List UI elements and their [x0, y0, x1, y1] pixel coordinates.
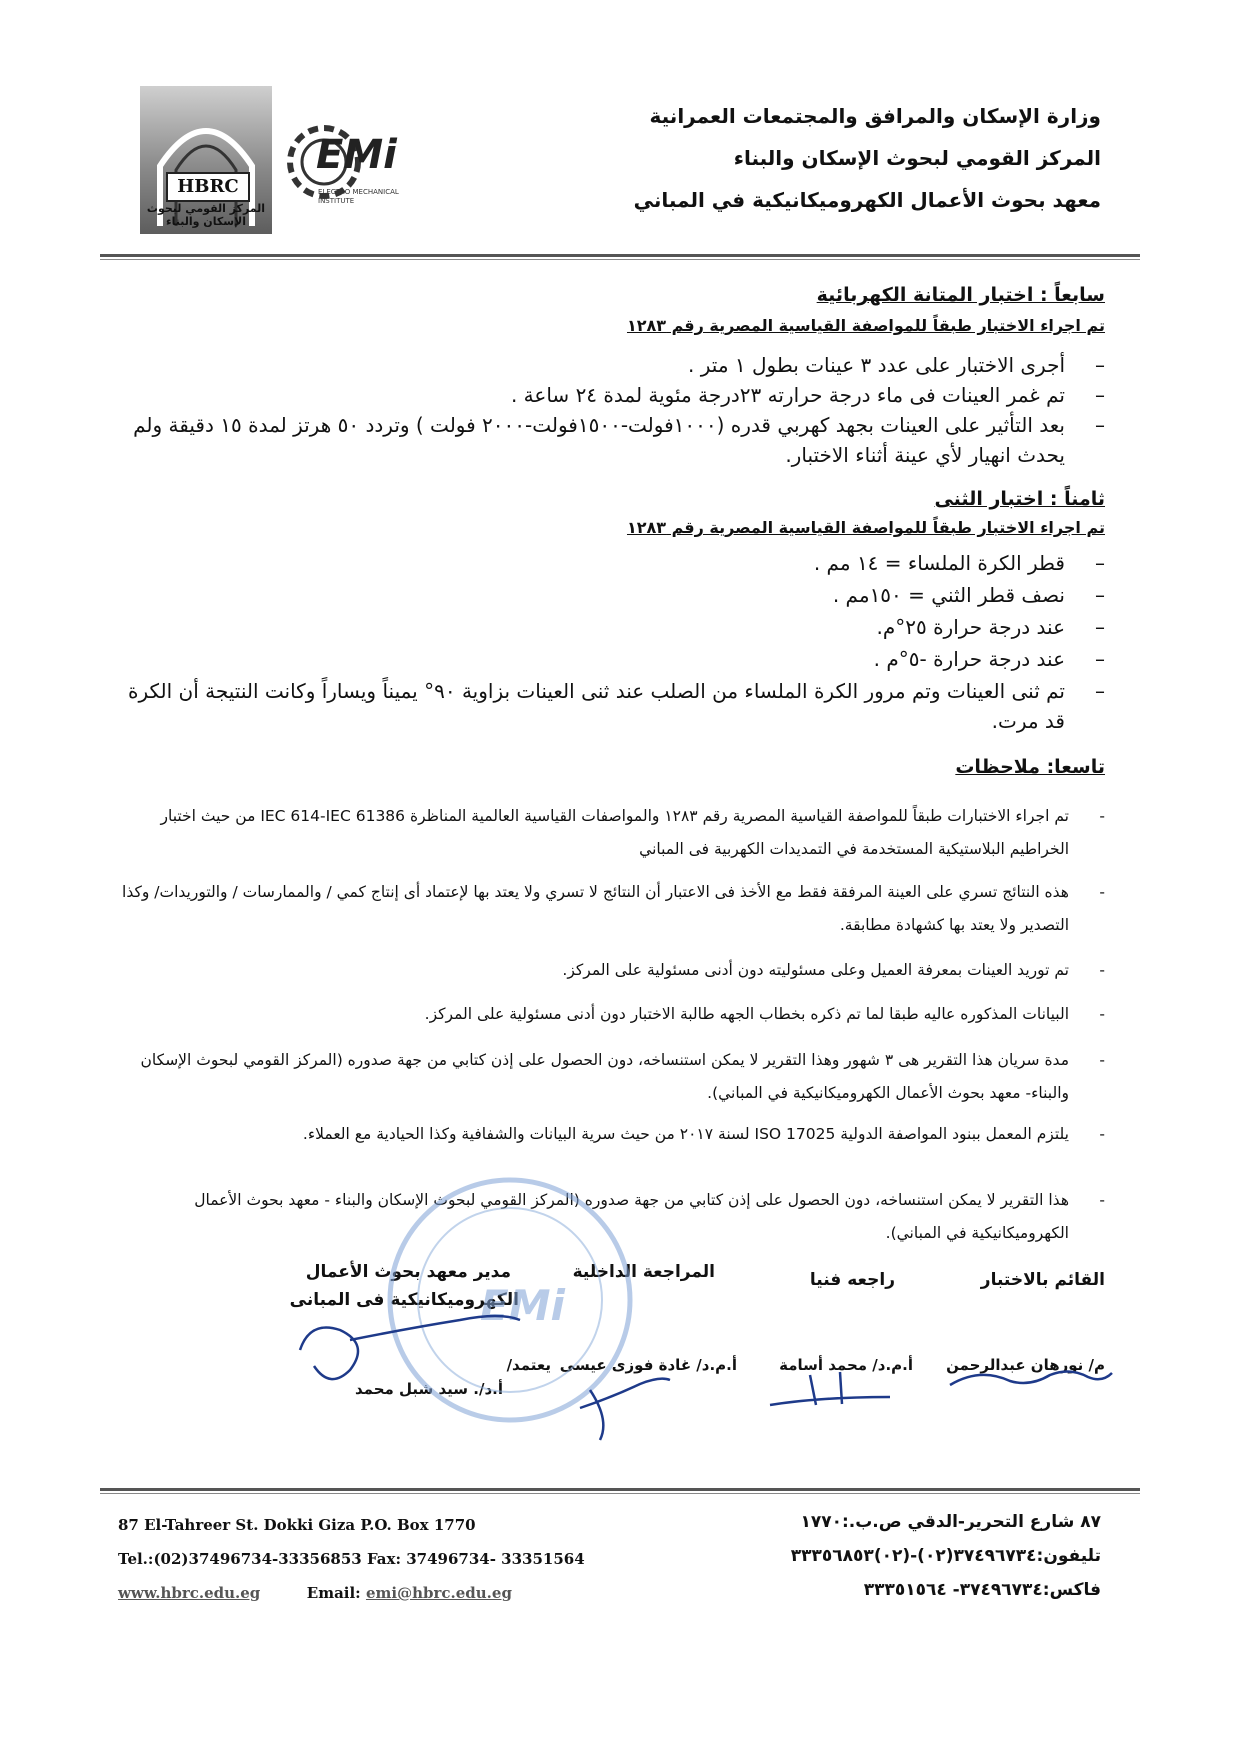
note-item: - تم اجراء الاختبارات طبقاً للمواصفة القياسية المصرية رقم ١٢٨٣ والمواصفات القياسية العالمية المناظرة IEC 614-IEC 61386 من حيث اختبار الخراطيم البلاستيكية المستخدمة في التمديدات الكهربية فى المباني — [160, 807, 1105, 858]
hbrc-logo-text: HBRC — [166, 172, 250, 202]
institute-stamp — [390, 1180, 630, 1420]
footer-contacts-en — [118, 1584, 512, 1602]
section8-item: – نصف قطر الثني = ١٥٠مم . — [832, 583, 1105, 607]
section7-item: – تم غمر العينات فى ماء درجة حرارته ٢٣درجة مئوية لمدة ٢٤ ساعة . — [510, 383, 1105, 407]
section8-item: – تم ثنى العينات وتم مرور الكرة الملساء من الصلب عند ثنى العينات بزاوية ٩٠° يميناً ويساراً وكانت النتيجة أن الكرة قد مرت. — [127, 679, 1105, 733]
approve-label: يعتمد/ — [506, 1356, 551, 1374]
footer-tel-fax-en: Tel.:(02)37496734-33356853 Fax: 37496734- 33351564 — [118, 1550, 585, 1568]
website-link[interactable]: www.hbrc.edu.eg — [118, 1584, 261, 1602]
emi-logo — [282, 110, 402, 220]
director-title-line2: الكهروميكانيكية فى المبانى — [289, 1290, 519, 1310]
tester-name: م/ نورهان عبدالرحمن — [946, 1356, 1105, 1374]
signatures-stamp-overlay — [290, 1160, 1240, 1450]
section8-title: ثامناً : اختبار الثنى — [934, 488, 1105, 510]
internal-audit-title: المراجعة الداخلية — [572, 1262, 715, 1282]
center-name: المركز القومي لبحوث الإسكان والبناء — [733, 146, 1101, 170]
section9-title: تاسعا: ملاحظات — [955, 756, 1105, 778]
footer-address-ar: ٨٧ شارع التحرير-الدقي ص.ب.:١٧٧٠ — [800, 1512, 1101, 1532]
footer-tel-ar: تليفون:٣٧٤٩٦٧٣٤(٠٢)-(٠٢)٣٣٣٥٦٨٥٣ — [790, 1546, 1101, 1566]
section7-title: سابعاً : اختبار المتانة الكهربائية — [816, 284, 1105, 306]
hbrc-logo — [140, 86, 272, 234]
email-link[interactable]: emi@hbrc.edu.eg — [365, 1584, 512, 1602]
audit-name: أ.م.د/ غادة فوزى عيسى — [559, 1356, 737, 1374]
section8-standard: تم اجراء الاختبار طبقاً للمواصفة القياسية المصرية رقم ١٢٨٣ — [626, 518, 1105, 537]
note-item: - هذا التقرير لا يمكن استنساخه، دون الحصول على إذن كتابي من جهة صدوره (المركز القومي لبحوث الإسكان والبناء - معهد بحوث الأعمال الكهروميكانيكية في المباني). — [194, 1191, 1105, 1242]
section7-standard: تم اجراء الاختبار طبقاً للمواصفة القياسية المصرية رقم ١٢٨٣ — [626, 316, 1105, 335]
emi-logo-text: EMi — [316, 132, 397, 178]
section7-item: – بعد التأثير على العينات بجهد كهربي قدره (١٠٠٠فولت-١٥٠٠فولت-٢٠٠٠ فولت ) وتردد ٥٠ هرتز لمدة ١٥ دقيقة ولم يحدث انهيار لأي عينة أثناء الاختبار. — [133, 413, 1105, 467]
hbrc-logo-caption: المركز القومي لبحوث الإسكان والبناء — [146, 202, 266, 228]
ministry-name: وزارة الإسكان والمرافق والمجتمعات العمرانية — [649, 104, 1101, 128]
header-divider — [100, 254, 1140, 257]
note-item: - يلتزم المعمل ببنود المواصفة الدولية ISO 17025 لسنة ٢٠١٧ من حيث سرية البيانات والشفافية وكذا الحيادية مع العملاء. — [302, 1125, 1105, 1143]
director-name: أ.د/. سيد شبل محمد — [354, 1380, 503, 1398]
section8-item: – عند درجة حرارة -٥°م . — [873, 647, 1105, 671]
section8-item: – عند درجة حرارة ٢٥°م. — [876, 615, 1105, 639]
tester-title: القائم بالاختبار — [980, 1270, 1105, 1290]
note-item: - مدة سريان هذا التقرير هى ٣ شهور وهذا التقرير لا يمكن استنساخه، دون الحصول على إذن كتابي من جهة صدوره (المركز القومي لبحوث الإسكان والبناء- معهد بحوث الأعمال الكهروميكانيكية في المباني). — [140, 1051, 1105, 1102]
note-item: - تم توريد العينات بمعرفة العميل وعلى مسئوليته دون أدنى مسئولية على المركز. — [562, 961, 1105, 979]
note-item: - البيانات المذكوره عاليه طبقا لما تم ذكره بخطاب الجهه طالبة الاختبار دون أدنى مسئولية على المركز. — [424, 1005, 1105, 1023]
footer-address-en: 87 El-Tahreer St. Dokki Giza P.O. Box 1770 — [118, 1516, 476, 1534]
reviewer-title: راجعه فنيا — [809, 1270, 895, 1290]
emi-logo-caption: ELECTRO MECHANICAL INSTITUTE — [318, 188, 399, 205]
svg-text:EMi: EMi — [480, 1281, 565, 1330]
section8-item: – قطر الكرة الملساء = ١٤ مم . — [813, 551, 1105, 575]
footer-divider — [100, 1488, 1140, 1491]
footer-fax-ar: فاكس:٣٧٤٩٦٧٣٤- ٣٣٣٥١٥٦٤ — [863, 1580, 1101, 1600]
note-item: - هذه النتائج تسري على العينة المرفقة فقط مع الأخذ فى الاعتبار أن النتائج لا تسري ولا يعتد بها لإعتماد أى إنتاج كمي / والممارسات / والتوريدات/ وكذا التصدير ولا يعتد بها كشهادة مطابقة. — [122, 883, 1105, 934]
email-label: Email: — [306, 1584, 361, 1602]
header-divider-thin — [100, 259, 1140, 260]
footer-divider-thin — [100, 1493, 1140, 1494]
director-title-line1: مدير معهد بحوث الأعمال — [305, 1262, 511, 1282]
section7-item: – أجرى الاختبار على عدد ٣ عينات بطول ١ متر . — [688, 353, 1105, 377]
reviewer-name: أ.م.د/ محمد أسامة — [779, 1356, 913, 1374]
institute-name: معهد بحوث الأعمال الكهروميكانيكية في المباني — [633, 188, 1101, 212]
